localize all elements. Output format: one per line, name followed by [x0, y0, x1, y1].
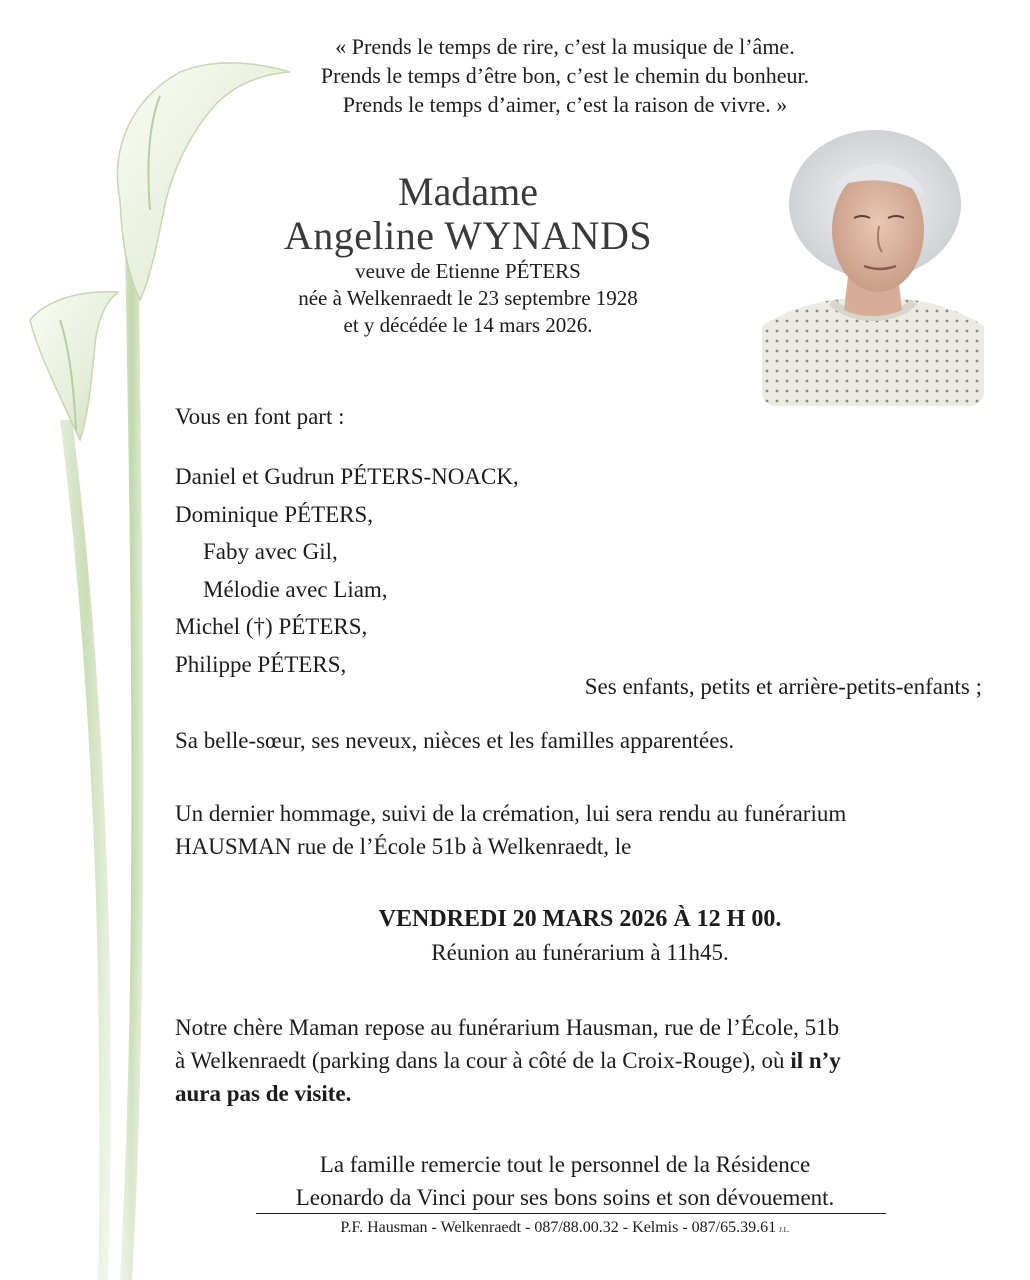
repose-line-1: Notre chère Maman repose au funérarium Hausman, rue de l’École, 51b — [175, 1015, 840, 1040]
family-relation: Ses enfants, petits et arrière-petits-enfants ; — [584, 674, 982, 699]
thanks-line-1: La famille remercie tout le personnel de la Résidence — [319, 1152, 811, 1177]
family-member: Faby avec Gil, — [203, 539, 338, 564]
announcement-intro: Vous en font part : — [175, 404, 345, 429]
footer-mark: J.L. — [779, 1226, 790, 1234]
repose-no-visit-start: il n’y — [790, 1048, 841, 1073]
quote-line-1: « Prends le temps de rire, c’est la musique de l’âme. — [335, 34, 795, 59]
funeral-home-footer — [200, 1219, 930, 1237]
deceased-spouse: veuve de Etienne PÉTERS — [355, 259, 581, 283]
footer-contact: P.F. Hausman - Welkenraedt - 087/88.00.32 - Kelmis - 087/65.39.61 — [340, 1219, 777, 1236]
quote-line-2: Prends le temps d’être bon, c’est le chemin du bonheur. — [320, 63, 810, 88]
repose-line-2 — [175, 1044, 975, 1077]
family-member: Michel (†) PÉTERS, — [175, 614, 368, 639]
deceased-title: Madame — [398, 169, 538, 214]
deceased-death: et y décédée le 14 mars 2026. — [343, 313, 593, 337]
ceremony-line-1: Un dernier hommage, suivi de la crémation, lui sera rendu au funérarium — [175, 801, 847, 826]
repose-notice — [175, 1011, 975, 1110]
deceased-name: Angeline WYNANDS — [283, 213, 653, 258]
opening-quote — [190, 32, 940, 119]
quote-line-3: Prends le temps d’aimer, c’est la raison de vivre. » — [342, 92, 788, 117]
portrait-photo — [762, 126, 984, 406]
ceremony-line-2: HAUSMAN rue de l’École 51b à Welkenraedt, le — [175, 834, 632, 859]
family-member: Dominique PÉTERS, — [175, 501, 374, 527]
deceased-header — [200, 170, 736, 339]
family-list — [175, 458, 519, 683]
repose-no-visit-end: aura pas de visite. — [175, 1081, 352, 1106]
family-member: Philippe PÉTERS, — [175, 651, 347, 677]
family-member: Daniel et Gudrun PÉTERS-NOACK, — [175, 464, 519, 489]
footer-divider — [256, 1213, 886, 1214]
repose-line-2-text: à Welkenraedt (parking dans la cour à côté de la Croix-Rouge), où — [175, 1048, 791, 1073]
thanks-line-2: Leonardo da Vinci pour ses bons soins et son dévouement. — [295, 1185, 835, 1210]
ceremony-details — [175, 797, 846, 863]
ceremony-date: VENDREDI 20 MARS 2026 À 12 H 00. — [378, 906, 782, 932]
thanks-message — [200, 1148, 930, 1214]
extended-family: Sa belle-sœur, ses neveux, nièces et les familles apparentées. — [175, 728, 735, 753]
ceremony-reunion: Réunion au funérarium à 11h45. — [431, 940, 729, 965]
deceased-birth: née à Welkenraedt le 23 septembre 1928 — [298, 286, 638, 310]
family-member: Mélodie avec Liam, — [203, 576, 388, 602]
